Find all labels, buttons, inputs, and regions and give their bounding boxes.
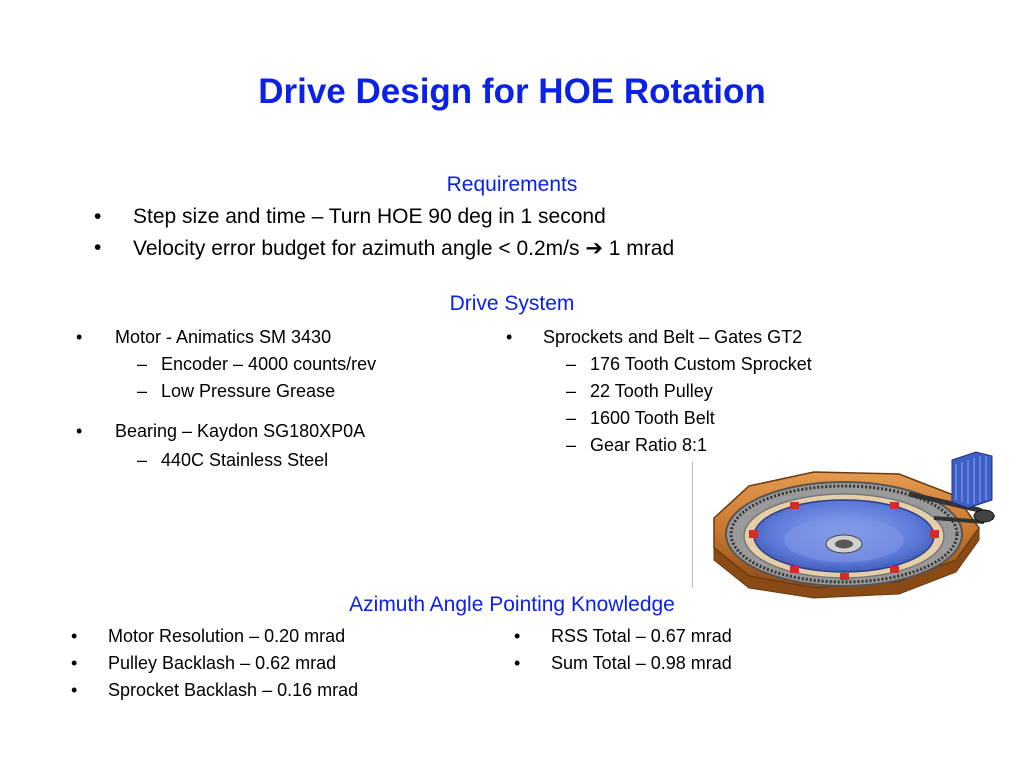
pointing-heading: Azimuth Angle Pointing Knowledge [349,593,675,616]
drive-subitem-text: Encoder – 4000 counts/rev [161,354,377,374]
requirement-text-2-after: 1 mrad [608,237,675,260]
drive-subitem-text: 176 Tooth Custom Sprocket [590,354,812,374]
drive-item-motor-label: Motor - Animatics SM 3430 [115,327,332,347]
drive-subitem [137,450,457,472]
drive-subitem-text: 440C Stainless Steel [161,450,329,470]
pointing-item-text: RSS Total – 0.67 mrad [551,626,732,646]
pointing-item [71,653,471,675]
bullet-marker: • [76,421,83,441]
requirement-item-1 [94,205,794,231]
requirement-text-2 [133,236,674,261]
pointing-item [71,626,471,648]
requirement-text-2-before: Velocity error budget for azimuth angle < 0.2m/s [133,237,580,260]
drive-item-bearing-label: Bearing – Kaydon SG180XP0A [115,421,366,441]
drive-subitem-text: Low Pressure Grease [161,381,336,401]
bullet-marker: • [94,205,102,228]
drive-subitem-text: 1600 Tooth Belt [590,408,715,428]
pointing-item-text: Sprocket Backlash – 0.16 mrad [108,680,359,700]
drive-subitem [566,408,886,430]
drive-assembly-image [694,448,1004,600]
dash-marker: – [566,408,577,428]
bullet-marker: • [506,327,513,347]
bullet-marker: • [94,236,102,259]
dash-marker: – [566,354,577,374]
bullet-marker: • [71,653,78,673]
pointing-item [514,653,914,675]
slide-title: Drive Design for HOE Rotation [258,72,766,111]
dash-marker: – [137,354,148,374]
pointing-item-text: Motor Resolution – 0.20 mrad [108,626,346,646]
drive-subitem [566,354,886,376]
pointing-item [71,680,471,702]
pointing-item-text: Pulley Backlash – 0.62 mrad [108,653,337,673]
drive-subitem [137,381,457,403]
bullet-marker: • [514,626,521,646]
dash-marker: – [137,381,148,401]
bullet-marker: • [71,680,78,700]
dash-marker: – [566,435,577,455]
drive-item-motor [76,327,476,349]
bullet-marker: • [71,626,78,646]
drive-item-bearing [76,421,476,443]
drive-subitem [137,354,457,376]
requirements-heading: Requirements [446,173,578,196]
right-arrow-icon: ➔ [585,236,603,260]
callout-line [692,462,693,588]
bullet-marker: • [514,653,521,673]
pointing-item-text: Sum Total – 0.98 mrad [551,653,732,673]
bullet-marker: • [76,327,83,347]
drive-item-sprockets [506,327,906,349]
requirement-text-1: Step size and time – Turn HOE 90 deg in 1 second [133,205,606,228]
drive-subitem [566,381,886,403]
drive-item-sprockets-label: Sprockets and Belt – Gates GT2 [543,327,803,347]
requirement-item-2 [94,236,814,262]
drive-system-heading: Drive System [449,292,575,315]
drive-subitem-text: Gear Ratio 8:1 [590,435,708,455]
pointing-item [514,626,914,648]
drive-subitem-text: 22 Tooth Pulley [590,381,713,401]
dash-marker: – [137,450,148,470]
dash-marker: – [566,381,577,401]
